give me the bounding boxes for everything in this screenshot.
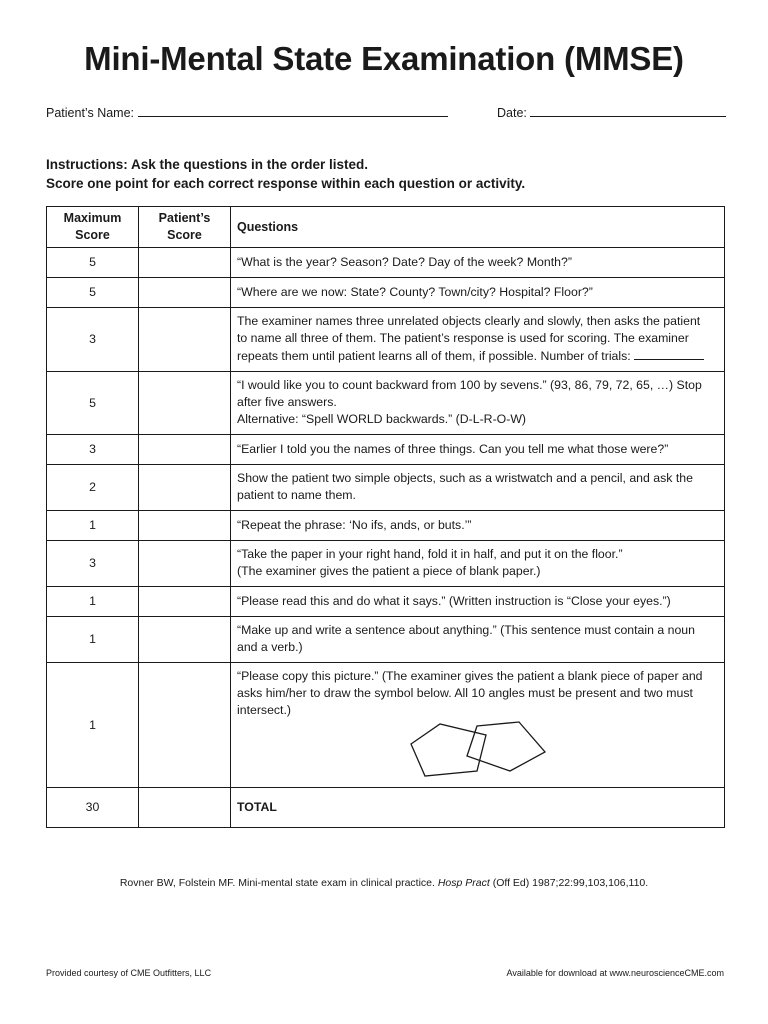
- max-score-header: [47, 207, 139, 248]
- question-text: “I would like you to count backward from 100 by sevens.” (93, 86, 79, 72, 65, …) Stop: [237, 378, 702, 392]
- table-row: [47, 541, 725, 587]
- question-line: [237, 284, 718, 301]
- table-row: [47, 308, 725, 372]
- question-line: [237, 668, 718, 685]
- table-row: [47, 435, 725, 465]
- question-text: “Earlier I told you the names of three things. Can you tell me what those were?”: [237, 441, 669, 456]
- question-text: “Where are we now: State? County? Town/city? Hospital? Floor?”: [237, 284, 593, 299]
- max-score-cell: 1: [47, 587, 139, 617]
- max-score-header-line2: Score: [75, 228, 110, 242]
- max-score-cell: 3: [47, 541, 139, 587]
- max-score-cell: 3: [47, 308, 139, 372]
- question-text: Alternative: “Spell WORLD backwards.” (D-L-R-O-W): [237, 412, 527, 426]
- patient-score-cell[interactable]: [139, 278, 231, 308]
- instructions-line-1: Instructions: Ask the questions in the order listed.: [46, 157, 369, 172]
- question-line: [237, 330, 718, 347]
- question-text: “Please copy this picture.” (The examiner gives the patient a blank piece of paper and: [237, 669, 703, 683]
- question-cell: [231, 663, 725, 788]
- table-header-row: [47, 207, 725, 248]
- instructions: [46, 155, 525, 193]
- max-score-cell: 1: [47, 617, 139, 663]
- patient-score-cell[interactable]: [139, 617, 231, 663]
- table-row: [47, 511, 725, 541]
- question-text: repeats them until patient learns all of them, if possible. Number of trials:: [237, 349, 631, 363]
- patient-score-header-line2: Score: [167, 228, 202, 242]
- date-line[interactable]: [530, 103, 726, 117]
- question-line: [237, 622, 718, 639]
- patient-score-cell[interactable]: [139, 511, 231, 541]
- total-max-score: 30: [47, 788, 139, 828]
- question-line: [237, 411, 718, 428]
- question-cell: [231, 541, 725, 587]
- patient-score-cell[interactable]: [139, 541, 231, 587]
- table-row: [47, 465, 725, 511]
- trials-blank-line[interactable]: [634, 347, 704, 360]
- page-title: Mini-Mental State Examination (MMSE): [84, 40, 684, 77]
- table-row: [47, 587, 725, 617]
- citation-journal: Hosp Pract: [437, 877, 490, 889]
- question-text: Show the patient two simple objects, such as a wristwatch and a pencil, and ask the: [237, 471, 693, 485]
- question-cell: [231, 465, 725, 511]
- patient-score-header-line1: Patient’s: [158, 211, 211, 225]
- patient-score-cell[interactable]: [139, 248, 231, 278]
- question-line: [237, 254, 718, 271]
- table-row: [47, 663, 725, 788]
- question-line: [237, 394, 718, 411]
- date-label: Date:: [497, 106, 527, 120]
- question-line: [237, 702, 718, 719]
- max-score-cell: 5: [47, 278, 139, 308]
- question-text: (The examiner gives the patient a piece of blank paper.): [237, 564, 541, 578]
- instructions-line-2: Score one point for each correct response within each question or activity.: [46, 176, 526, 191]
- patient-score-cell[interactable]: [139, 663, 231, 788]
- total-patient-score-cell[interactable]: [139, 788, 231, 828]
- question-text: “Repeat the phrase: ‘No ifs, ands, or buts.’”: [237, 517, 472, 532]
- question-line: [237, 546, 718, 563]
- question-line: [237, 487, 718, 504]
- patient-score-header: [139, 207, 231, 248]
- max-score-cell: 5: [47, 372, 139, 435]
- patient-score-cell[interactable]: [139, 465, 231, 511]
- question-text: “Take the paper in your right hand, fold it in half, and put it on the floor.”: [237, 547, 623, 561]
- citation: [0, 877, 768, 889]
- question-line: [237, 639, 718, 656]
- patient-score-cell[interactable]: [139, 587, 231, 617]
- question-text: after five answers.: [237, 395, 337, 409]
- question-text: and a verb.): [237, 640, 303, 654]
- date-field[interactable]: [497, 103, 726, 120]
- question-text: The examiner names three unrelated objects clearly and slowly, then asks the patient: [237, 314, 701, 328]
- citation-details: (Off Ed) 1987;22:99,103,106,110.: [489, 877, 649, 889]
- question-cell: [231, 372, 725, 435]
- question-line: [237, 377, 718, 394]
- patient-score-cell[interactable]: [139, 372, 231, 435]
- question-line: [237, 313, 718, 330]
- question-text: patient to name them.: [237, 488, 356, 502]
- question-line: [237, 517, 718, 534]
- patient-score-cell[interactable]: [139, 435, 231, 465]
- footer-download: Available for download at www.neuroscienceCME.com: [506, 968, 724, 978]
- max-score-cell: 1: [47, 511, 139, 541]
- max-score-cell: 2: [47, 465, 139, 511]
- intersecting-pentagons-figure: [407, 719, 567, 781]
- question-text: “What is the year? Season? Date? Day of the week? Month?”: [237, 254, 572, 269]
- total-label: TOTAL: [231, 788, 725, 828]
- table-row: [47, 278, 725, 308]
- patient-score-cell[interactable]: [139, 308, 231, 372]
- question-text: asks him/her to draw the symbol below. All 10 angles must be present and two must: [237, 686, 693, 700]
- footer-courtesy: Provided courtesy of CME Outfitters, LLC: [46, 968, 212, 978]
- question-line: [237, 470, 718, 487]
- question-cell: [231, 435, 725, 465]
- question-line: [237, 441, 718, 458]
- question-cell: [231, 278, 725, 308]
- question-text: “Please read this and do what it says.” (Written instruction is “Close your eyes.”): [237, 593, 671, 608]
- table-row: [47, 248, 725, 278]
- question-cell: [231, 587, 725, 617]
- question-text: intersect.): [237, 703, 291, 717]
- patient-name-line[interactable]: [138, 103, 448, 117]
- citation-authors: Rovner BW, Folstein MF. Mini-mental state exam in clinical practice.: [119, 877, 438, 889]
- max-score-cell: 1: [47, 663, 139, 788]
- max-score-header-line1: Maximum: [63, 211, 122, 225]
- patient-name-field[interactable]: [46, 103, 448, 120]
- question-line: [237, 347, 718, 365]
- question-line: [237, 685, 718, 702]
- question-text: “Make up and write a sentence about anything.” (This sentence must contain a noun: [237, 623, 695, 637]
- question-text: to name all three of them. The patient’s response is used for scoring. The examiner: [237, 331, 689, 345]
- max-score-cell: 3: [47, 435, 139, 465]
- question-cell: [231, 308, 725, 372]
- question-line: [237, 563, 718, 580]
- question-cell: [231, 617, 725, 663]
- patient-name-label: Patient’s Name:: [46, 106, 135, 120]
- mmse-table: [46, 206, 725, 828]
- question-line: [237, 593, 718, 610]
- table-row: [47, 372, 725, 435]
- max-score-cell: 5: [47, 248, 139, 278]
- table-row: [47, 617, 725, 663]
- total-row: [47, 788, 725, 828]
- question-cell: [231, 511, 725, 541]
- question-cell: [231, 248, 725, 278]
- questions-header: Questions: [231, 207, 725, 248]
